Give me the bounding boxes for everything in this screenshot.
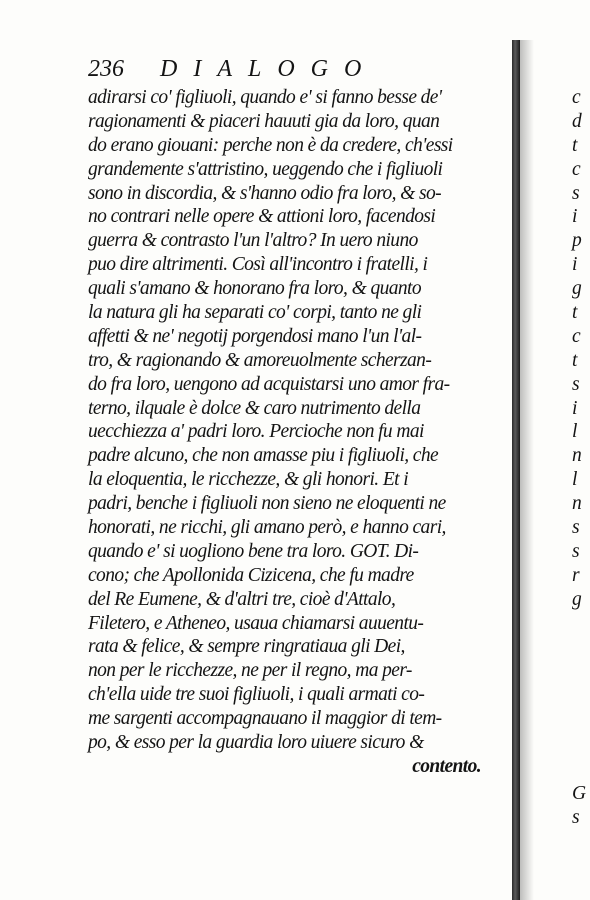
facing-line-fragment: s xyxy=(572,182,580,204)
text-line: affetti & ne' negotij porgendosi mano l'un l'al- xyxy=(88,325,422,347)
text-line: padre alcuno, che non amasse piu i figliuoli, che xyxy=(88,445,439,467)
facing-line-fragment: p xyxy=(572,230,582,252)
facing-line-fragment: c xyxy=(572,325,581,347)
facing-line-fragment: t xyxy=(572,134,578,156)
text-line: rata & felice, & sempre ringratiaua gli Dei, xyxy=(88,636,405,658)
facing-line-fragment: i xyxy=(572,254,578,276)
facing-line-fragment: i xyxy=(572,397,578,419)
text-line: ch'ella uide tre suoi figliuoli, i quali armati co- xyxy=(88,684,425,706)
text-line: adirarsi co' figliuoli, quando e' si fanno besse de' xyxy=(88,87,442,108)
facing-page-fragment-lower xyxy=(572,782,590,830)
facing-line-fragment: s xyxy=(572,517,580,539)
text-line: cono; che Apollonida Cizicena, che fu madre xyxy=(88,564,414,586)
book-gutter xyxy=(512,40,520,900)
facing-line-fragment: c xyxy=(572,87,581,108)
text-line: quando e' si uogliono bene tra loro. GOT. Di- xyxy=(88,540,419,562)
facing-line-fragment: l xyxy=(572,421,578,443)
gutter-shadow xyxy=(520,40,534,900)
running-title: DIALOGO xyxy=(160,56,378,82)
facing-line-fragment: s xyxy=(572,373,580,395)
facing-line-fragment: t xyxy=(572,302,578,324)
facing-line-fragment: c xyxy=(572,158,581,180)
facing-line-fragment: g xyxy=(572,278,582,300)
facing-line-fragment: d xyxy=(572,110,582,132)
facing-line-fragment: r xyxy=(572,564,580,586)
facing-line-fragment: s xyxy=(572,806,580,828)
text-line: non per le ricchezze, ne per il regno, ma per- xyxy=(88,660,412,682)
facing-line-fragment: l xyxy=(572,469,578,491)
facing-page-fragment-upper xyxy=(572,86,590,612)
text-line: puo dire altrimenti. Così all'incontro i fratelli, i xyxy=(88,254,428,276)
text-line: po, & esso per la guardia loro uiuere sicuro & xyxy=(88,732,424,754)
text-line: tro, & ragionando & amoreuolmente scherzan- xyxy=(88,349,432,371)
text-line: ragionamenti & piaceri hauuti gia da loro, quan xyxy=(88,110,440,132)
text-line: me sargenti accompagnauano il maggior di tem- xyxy=(88,708,442,730)
text-line: la natura gli ha separati co' corpi, tanto ne gli xyxy=(88,302,422,324)
body-text xyxy=(88,86,493,779)
text-line: la eloquentia, le ricchezze, & gli honori. Et i xyxy=(88,469,409,491)
text-line: do erano giouani: perche non è da credere, ch'essi xyxy=(88,134,453,156)
text-line: del Re Eumene, & d'altri tre, cioè d'Attalo, xyxy=(88,588,396,610)
facing-line-fragment: n xyxy=(572,493,582,515)
text-line: Filetero, e Atheneo, usaua chiamarsi auuentu- xyxy=(88,612,424,634)
page-number: 236 xyxy=(88,56,124,82)
text-line: honorati, ne ricchi, gli amano però, e hanno cari, xyxy=(88,517,446,539)
facing-line-fragment: n xyxy=(572,445,582,467)
text-line: contento. xyxy=(412,755,481,777)
facing-line-fragment: i xyxy=(572,206,578,228)
facing-line-fragment: g xyxy=(572,588,582,610)
facing-line-fragment: s xyxy=(572,540,580,562)
text-line: do fra loro, uengono ad acquistarsi uno amor fra- xyxy=(88,373,450,395)
text-line: padri, benche i figliuoli non sieno ne eloquenti ne xyxy=(88,493,446,515)
facing-line-fragment: t xyxy=(572,349,578,371)
text-line: terno, ilquale è dolce & caro nutrimento della xyxy=(88,397,421,419)
text-line: guerra & contrasto l'un l'altro? In uero niuno xyxy=(88,230,418,252)
text-line: grandemente s'attristino, ueggendo che i figliuoli xyxy=(88,158,443,180)
facing-line-fragment: G xyxy=(572,783,587,804)
text-line: no contrari nelle opere & attioni loro, facendosi xyxy=(88,206,436,228)
running-head xyxy=(88,56,428,86)
text-line: sono in discordia, & s'hanno odio fra loro, & so- xyxy=(88,182,442,204)
text-line: uecchiezza a' padri loro. Percioche non fu mai xyxy=(88,421,424,443)
text-line: quali s'amano & honorano fra loro, & quanto xyxy=(88,278,422,300)
